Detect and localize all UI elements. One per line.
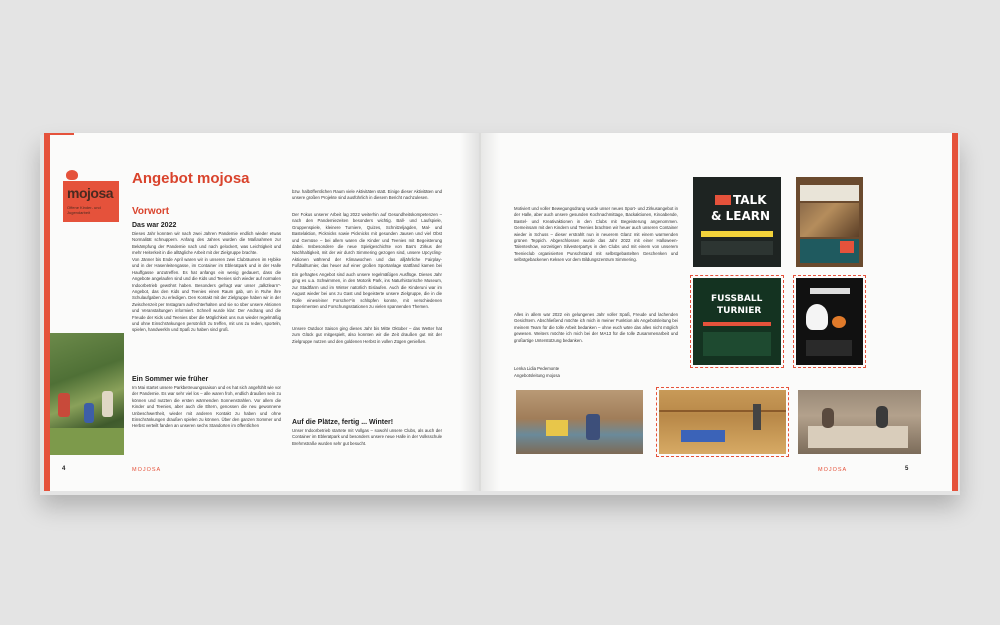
poster-learn-text: & LEARN [711, 209, 771, 223]
left-red-corner [44, 133, 74, 135]
crafts-table-photo [798, 390, 921, 454]
poster-turnier-text: TURNIER [717, 306, 762, 316]
talk-learn-poster [693, 177, 781, 267]
park-photo [50, 333, 124, 455]
paragraph: Unser Indoorbetrieb startete mit Vollgas – sowohl unsere Clubs, als auch der Container im Ebleratpark und besonders unsere neue Halle in der Volksschule Brehmstraße wurden sehr gut besucht. [292, 428, 442, 446]
footer-label-left: MOJOSA [132, 467, 162, 473]
paragraph: Der Fokus unserer Arbeit lag 2022 weiterhin auf Gesundheitskompetenzen – nach den Pandemiezeiten besonders wichtig. Ball- und Laufspiele, Gruppenspiele, kleinere Turniere, Quizes, Schnitzeljagden, Mal- und Bastelaktion, Picknicks sowie Picknicks mit gesunden Jausen und viel Obst und Gemüse – bei allem waren die Kinder und Teenies mit Begeisterung dabei. Insbesondere die neue Spielgeschichte von Bas's Zirkus der Nachhaltigkeit, mit der wir durch Simmering gezogen sind, unsere Upcycling-Aktionen während der Klimawochen und das alljährliche Fairplay-Fußballturnier, das heuer auf einer großen Sportanlage stattfand kamen bei [292, 212, 442, 269]
paragraph: Dieses Jahr konnten wir nach zwei Jahren Pandemie endlich wieder etwas Normalität schnuppern. Anfang des Jahres wurden die Maßnahmen zur Bekämpfung der Pandemie nach und nach gelockert, was Leichtigkeit und mehr Heiterkeit in die alltägliche Arbeit mit der Zielgruppe brachte. [132, 231, 281, 255]
logo-tagline: Offene Kinder- und Jugendarbeit [67, 205, 101, 215]
heading-winter: Auf die Plätze, fertig ... Winter! [292, 419, 394, 426]
heading-sommer: Ein Sommer wie früher [132, 376, 209, 383]
paragraph: Im Mai startet unsere Parkbetreuungssaison und es hat sich angefühlt wie vor der Pandemie. Es war sehr viel los – alle waren froh, endlich draußen sein zu können und nutzten die ersten wärmenden Sonnenstrahlen. Vor allem die Kinder und Teenies, aber auch die Eltern, genossen die neu gewonnene Unbeschwertheit, wieder mit anderen Kontakt zu haben und ohne Einschränkungen draußen spielen zu können. Über den ganzen Sommer und Herbst verteilt fanden an unseren sechs Standorten im öffentlichen [132, 385, 281, 429]
page-title: Angebot mojosa [132, 170, 250, 187]
open-day-poster [796, 177, 863, 267]
bird-icon [66, 170, 78, 180]
footer-label-right: MOJOSA [818, 467, 848, 473]
paragraph: Von Jänner bis Ende April waren wir in unseren zwei Clubräumen im Hybike und in der Hasenleitengasse, im Container im Ebleratpark und in der Halle Hauffgasse anzutreffen. Es hat anfangs ein wenig gedauert, dass die Angebote angelaufen sind und die Kids und Teenies sich wieder auf normalen Indoorbetrieb gewöhnt haben. Besonders gefragt war unser „talk2learn“-Angebot, das den Kids und Teenies einen Raum gab, um in Ruhe ihre Schulaufgaben zu erledigen. Den Kontakt mit der Zielgruppe haben wir in der Zwischenzeit per Instagram aufrechterhalten und sie so über unsere Aktionen und Veranstaltungen informiert. Schnell wurde klar: Der Andrang und die Freude der Kids und Teenies über die Möglichkeit uns nun wieder regelmäßig und ohne Einschränkungen persönlich zu treffen, mit uns zu reden, sporteln, spielen, handwerkln und Spaß zu haben sind groß. [132, 257, 281, 333]
photo-frame [656, 387, 789, 457]
book-gutter [460, 133, 500, 491]
logo-name: mojosa [67, 185, 114, 201]
page-number-left: 4 [62, 466, 66, 472]
heading-das-war-2022: Das war 2022 [132, 222, 177, 229]
photo-frame [690, 275, 784, 368]
signature-name: Lenka Lidia Pedemonte [514, 366, 560, 371]
mojosa-logo [63, 181, 119, 222]
club-room-photo [516, 390, 643, 454]
paragraph: Motiviert und voller Bewegungsdrang wurde unser neues Sport- und Zirkusangebot in der Halle, aber auch unsere gesunden Kochnachmittage, Backaktionen, Kinoabende, Bastel- und Kreativaktionen in den Clubs mit Begeisterung angenommen. Gemeinsam mit den Kindern und Teenies brachten wir heuer auch unseren Container wieder in Schuss – dieser erstrahlt nun in neuerem Glanz mit einem warmenden grünen Teppich. Abgeschlossen wurde das Jahr 2022 mit einer Halloween-Talenteshow, vorzeitigen Silvesterpartys in den Clubs und mit einem von unserem Teenieclub organisierten Punschstand mit selbstgebastelten Geschenken und selbstgebackenen Keksen vor dem Bildungszentrum Simmering. [514, 206, 678, 263]
signature-role: Angebotsleitung mojosa [514, 373, 560, 378]
paragraph: Unsere Outdoor Saison ging dieses Jahr bis Mitte Oktober – das Wetter hat zum Glück gut mitgespielt, also konnten wir die Zeit draußen gut mit der Zielgruppe nutzen und den goldenen Herbst in vollen Zügen genießen. [292, 326, 442, 344]
poster-talk-text: TALK [733, 193, 767, 207]
page-subtitle: Vorwort [132, 206, 170, 217]
paragraph: Alles in allem war 2022 ein gelungenes Jahr voller Spaß, Freude und lachenden Gesichtern. Abschließend möchte ich mich in meiner Funktion als Angebotsleitung bei meinem Team für die tolle Arbeit bedanken – ohne euch wäre das alles nicht möglich gewesen. Weiters möchte ich mich bei der MA13 für die tolle Zusammenarbeit und großartige Unterstützung bedanken. [514, 312, 678, 343]
right-red-edge [952, 133, 958, 491]
page-number-right: 5 [905, 466, 909, 472]
poster-fussball-text: FUSSBALL [711, 294, 763, 304]
paragraph: bzw. halböffentlichen Raum viele Aktivitäten statt. Einige dieser Aktivitäten und unsere großen Projekte sind ausführlich in diesem Bericht nachzulesen. [292, 189, 442, 201]
photo-frame [793, 275, 866, 368]
paragraph: Ein gefragtes Angebot sind auch unsere regelmäßigen Ausflüge. Dieses Jahr ging es u.a. Schwimmen, in den Motorik Park, ins Naturhistorische Museum, zur Stadtfarm und im Winter natürlich Eislaufen. Auch die Kinderuni war im August wieder bei uns zu Gast und begeisterte unsere Zielgruppe, die in die Rolle eines/einer Forscher*in schlüpfen konnte, mit verschiedenen Experimenten und Forschungsstationen zu vielen spannenden Themen. [292, 272, 442, 310]
